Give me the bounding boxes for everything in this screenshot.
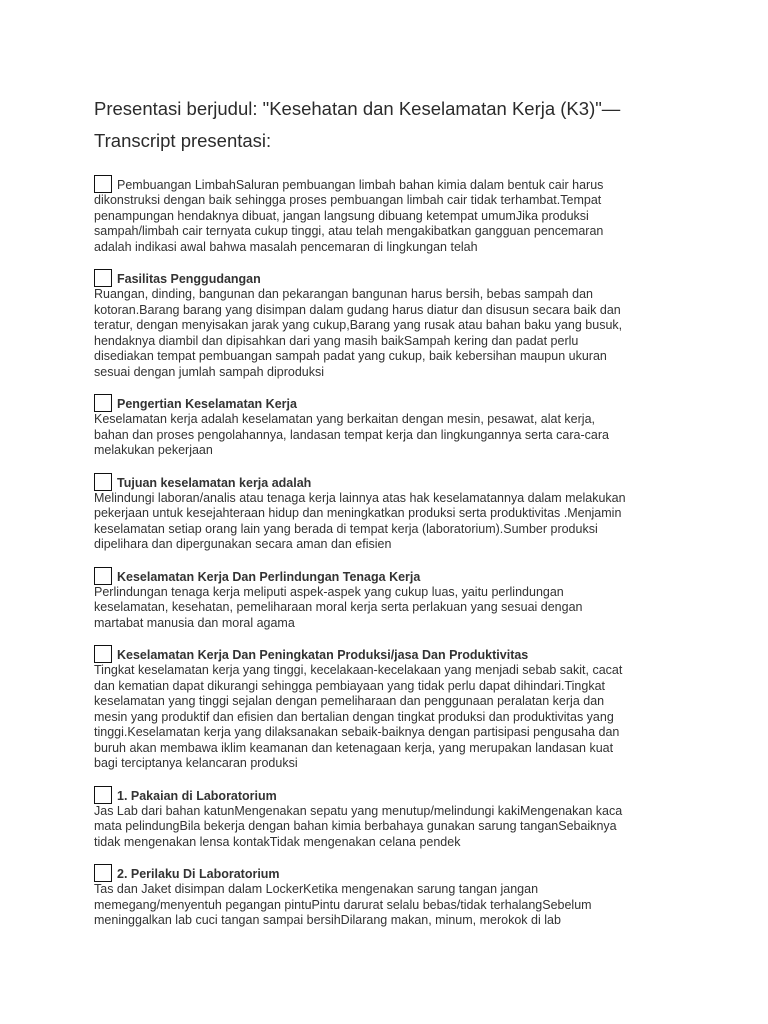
body-line: Perlindungan tenaga kerja meliputi aspek-aspek yang cukup luas, yaitu perlindungan xyxy=(94,584,564,599)
section-body xyxy=(94,882,674,929)
section-heading: 2. Perilaku Di Laboratorium xyxy=(117,867,280,881)
checkbox-icon xyxy=(94,175,112,193)
checkbox-icon xyxy=(94,786,112,804)
body-line: keselamatan, kesehatan, pemeliharaan moral kerja serta perlakuan yang sesuai dengan xyxy=(94,600,583,614)
body-line: teratur, dengan menyisakan jarak yang cukup,Barang yang rusak atau bahan baku yang busuk, xyxy=(94,318,623,332)
body-line: sesuai dengan jumlah sampah diproduksi xyxy=(94,364,325,379)
body-line: dan kematian dapat dikurangi sehingga pembiayaan yang tidak perlu dapat dihindari.Tingkat xyxy=(94,678,605,693)
section-header xyxy=(94,473,674,491)
section-header xyxy=(94,175,674,193)
section-heading: Keselamatan Kerja Dan Perlindungan Tenaga Kerja xyxy=(117,569,421,584)
page-title xyxy=(94,93,674,157)
title-line: Transcript presentasi: xyxy=(94,130,272,151)
body-line: hendaknya diambil dan dipisahkan dari yang masih baikSampah kering dan padat perlu xyxy=(94,333,579,348)
section-body xyxy=(94,804,674,851)
body-line: Tas dan Jaket disimpan dalam LockerKetika mengenakan sarung tangan jangan xyxy=(94,882,539,896)
section-heading: 1. Pakaian di Laboratorium xyxy=(117,788,277,803)
section-body xyxy=(94,663,674,772)
section-heading: Pengertian Keselamatan Kerja xyxy=(117,397,297,411)
body-line: disediakan tempat pembuangan sampah padat yang cukup, baik kebersihan maupun ukuran xyxy=(94,349,607,363)
body-line: dipelihara dan dipergunakan secara aman dan efisien xyxy=(94,537,392,551)
section-heading: Pembuangan LimbahSaluran pembuangan limbah bahan kimia dalam bentuk cair harus xyxy=(117,178,604,192)
transcript-section xyxy=(94,786,674,851)
body-line: penampungan hendaknya dibuat, jangan langsung dibuang ketempat umumJika produksi xyxy=(94,208,589,223)
section-heading: Fasilitas Penggudangan xyxy=(117,272,261,286)
body-line: keselamatan setiap orang lain yang berada di tempat kerja (laboratorium).Sumber produksi xyxy=(94,521,598,536)
section-heading: Keselamatan Kerja Dan Peningkatan Produksi/jasa Dan Produktivitas xyxy=(117,648,529,662)
section-body xyxy=(94,412,674,459)
body-line: Tingkat keselamatan kerja yang tinggi, kecelakaan-kecelakaan yang menjadi sebab sakit, cacat xyxy=(94,663,623,677)
section-header xyxy=(94,645,674,663)
body-line: meninggalkan lab cuci tangan sampai bersihDilarang makan, minum, merokok di lab xyxy=(94,913,561,927)
body-line: pekerjaan untuk kesejahteraan hidup dan meningkatkan produksi serta produktivitas .Menjamin xyxy=(94,506,622,520)
transcript-section xyxy=(94,864,674,929)
section-body xyxy=(94,585,674,632)
transcript-section xyxy=(94,175,674,255)
body-line: adalah indikasi awal bahwa masalah pencemaran di lingkungan telah xyxy=(94,239,478,254)
transcript-section xyxy=(94,567,674,632)
checkbox-icon xyxy=(94,645,112,663)
body-line: Jas Lab dari bahan katunMengenakan sepatu yang menutup/melindungi kakiMengenakan kaca xyxy=(94,803,623,818)
body-line: dikonstruksi dengan baik sehingga proses pembuangan limbah cair tidak terhambat.Tempat xyxy=(94,193,602,207)
body-line: Melindungi laboran/analis atau tenaga kerja lainnya atas hak keselamatannya dalam melakukan xyxy=(94,490,626,505)
transcript-sections xyxy=(94,175,674,929)
section-header xyxy=(94,786,674,804)
body-line: buruh akan membawa iklim keamanan dan ketenagaan kerja, yang merupakan landasan kuat xyxy=(94,740,614,755)
body-line: bahan dan proses pengolahannya, landasan tempat kerja dan lingkungannya serta cara-cara xyxy=(94,427,609,442)
section-heading: Tujuan keselamatan kerja adalah xyxy=(117,475,312,490)
section-body xyxy=(94,193,674,255)
document-page xyxy=(94,93,674,943)
transcript-section xyxy=(94,269,674,380)
transcript-section xyxy=(94,645,674,772)
body-line: Keselamatan kerja adalah keselamatan yang berkaitan dengan mesin, pesawat, alat kerja, xyxy=(94,412,596,426)
body-line: Ruangan, dinding, bangunan dan pekarangan bangunan harus bersih, bebas sampah dan xyxy=(94,287,594,301)
body-line: mata pelindungBila bekerja dengan bahan kimia berbahaya gunakan sarung tanganSebaiknya xyxy=(94,819,617,833)
section-header xyxy=(94,394,674,412)
checkbox-icon xyxy=(94,473,112,491)
body-line: kotoran.Barang barang yang disimpan dalam gudang harus diatur dan disusun secara baik dan xyxy=(94,302,621,317)
section-body xyxy=(94,287,674,380)
section-header xyxy=(94,864,674,882)
checkbox-icon xyxy=(94,394,112,412)
body-line: tidak mengenakan lensa kontakTidak mengenakan celana pendek xyxy=(94,834,461,849)
body-line: melakukan pekerjaan xyxy=(94,443,213,457)
checkbox-icon xyxy=(94,567,112,585)
section-header xyxy=(94,567,674,585)
body-line: martabat manusia dan moral agama xyxy=(94,615,295,630)
checkbox-icon xyxy=(94,864,112,882)
title-line: Presentasi berjudul: "Kesehatan dan Keselamatan Kerja (K3)"— xyxy=(94,98,621,119)
body-line: mesin yang produktif dan efisien dan bertalian dengan tingkat produksi dan produktivitas yang xyxy=(94,709,614,724)
body-line: tinggi.Keselamatan kerja yang dilaksanakan sebaik-baiknya dengan partisipasi pengusaha dan xyxy=(94,725,620,739)
section-header xyxy=(94,269,674,287)
body-line: sampah/limbah cair ternyata cukup tinggi, atau telah mengakibatkan gangguan pencemaran xyxy=(94,224,604,238)
section-body xyxy=(94,491,674,553)
checkbox-icon xyxy=(94,269,112,287)
body-line: memegang/menyentuh pegangan pintuPintu darurat selalu bebas/tidak terhalangSebelum xyxy=(94,897,592,912)
transcript-section xyxy=(94,394,674,459)
body-line: keselamatan yang tinggi sejalan dengan pemeliharaan dan penggunaan peralatan kerja dan xyxy=(94,694,605,708)
body-line: bagi terciptanya kelancaran produksi xyxy=(94,756,298,770)
transcript-section xyxy=(94,473,674,553)
